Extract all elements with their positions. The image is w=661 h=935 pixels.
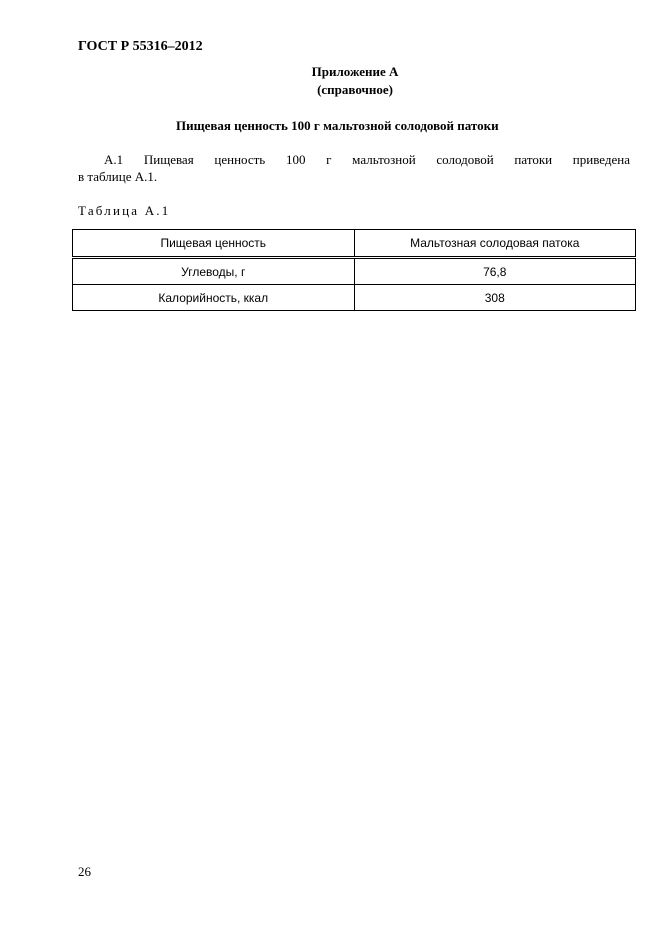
table-row [73,258,636,285]
table-cell: 76,8 [354,258,635,285]
table-header-cell: Мальтозная солодовая патока [354,230,635,258]
table-cell: Калорийность, ккал [73,285,355,311]
table-cell: 308 [354,285,635,311]
paragraph-line-2: в таблице А.1. [78,169,158,184]
appendix-title: Приложение А [311,64,399,79]
table-row [73,285,636,311]
appendix-note: (справочное) [317,82,393,97]
nutrition-table [72,229,636,311]
page-number: 26 [78,864,91,879]
document-code: ГОСТ Р 55316–2012 [78,39,203,54]
section-title: Пищевая ценность 100 г мальтозной солодовой патоки [176,118,499,133]
table-caption: Таблица А.1 [78,203,171,218]
table-header-cell: Пищевая ценность [73,230,355,258]
paragraph-line-1: А.1 Пищевая ценность 100 г мальтозной солодовой патоки приведена [104,152,630,167]
table-cell: Углеводы, г [73,258,355,285]
table-header-row [73,230,636,258]
